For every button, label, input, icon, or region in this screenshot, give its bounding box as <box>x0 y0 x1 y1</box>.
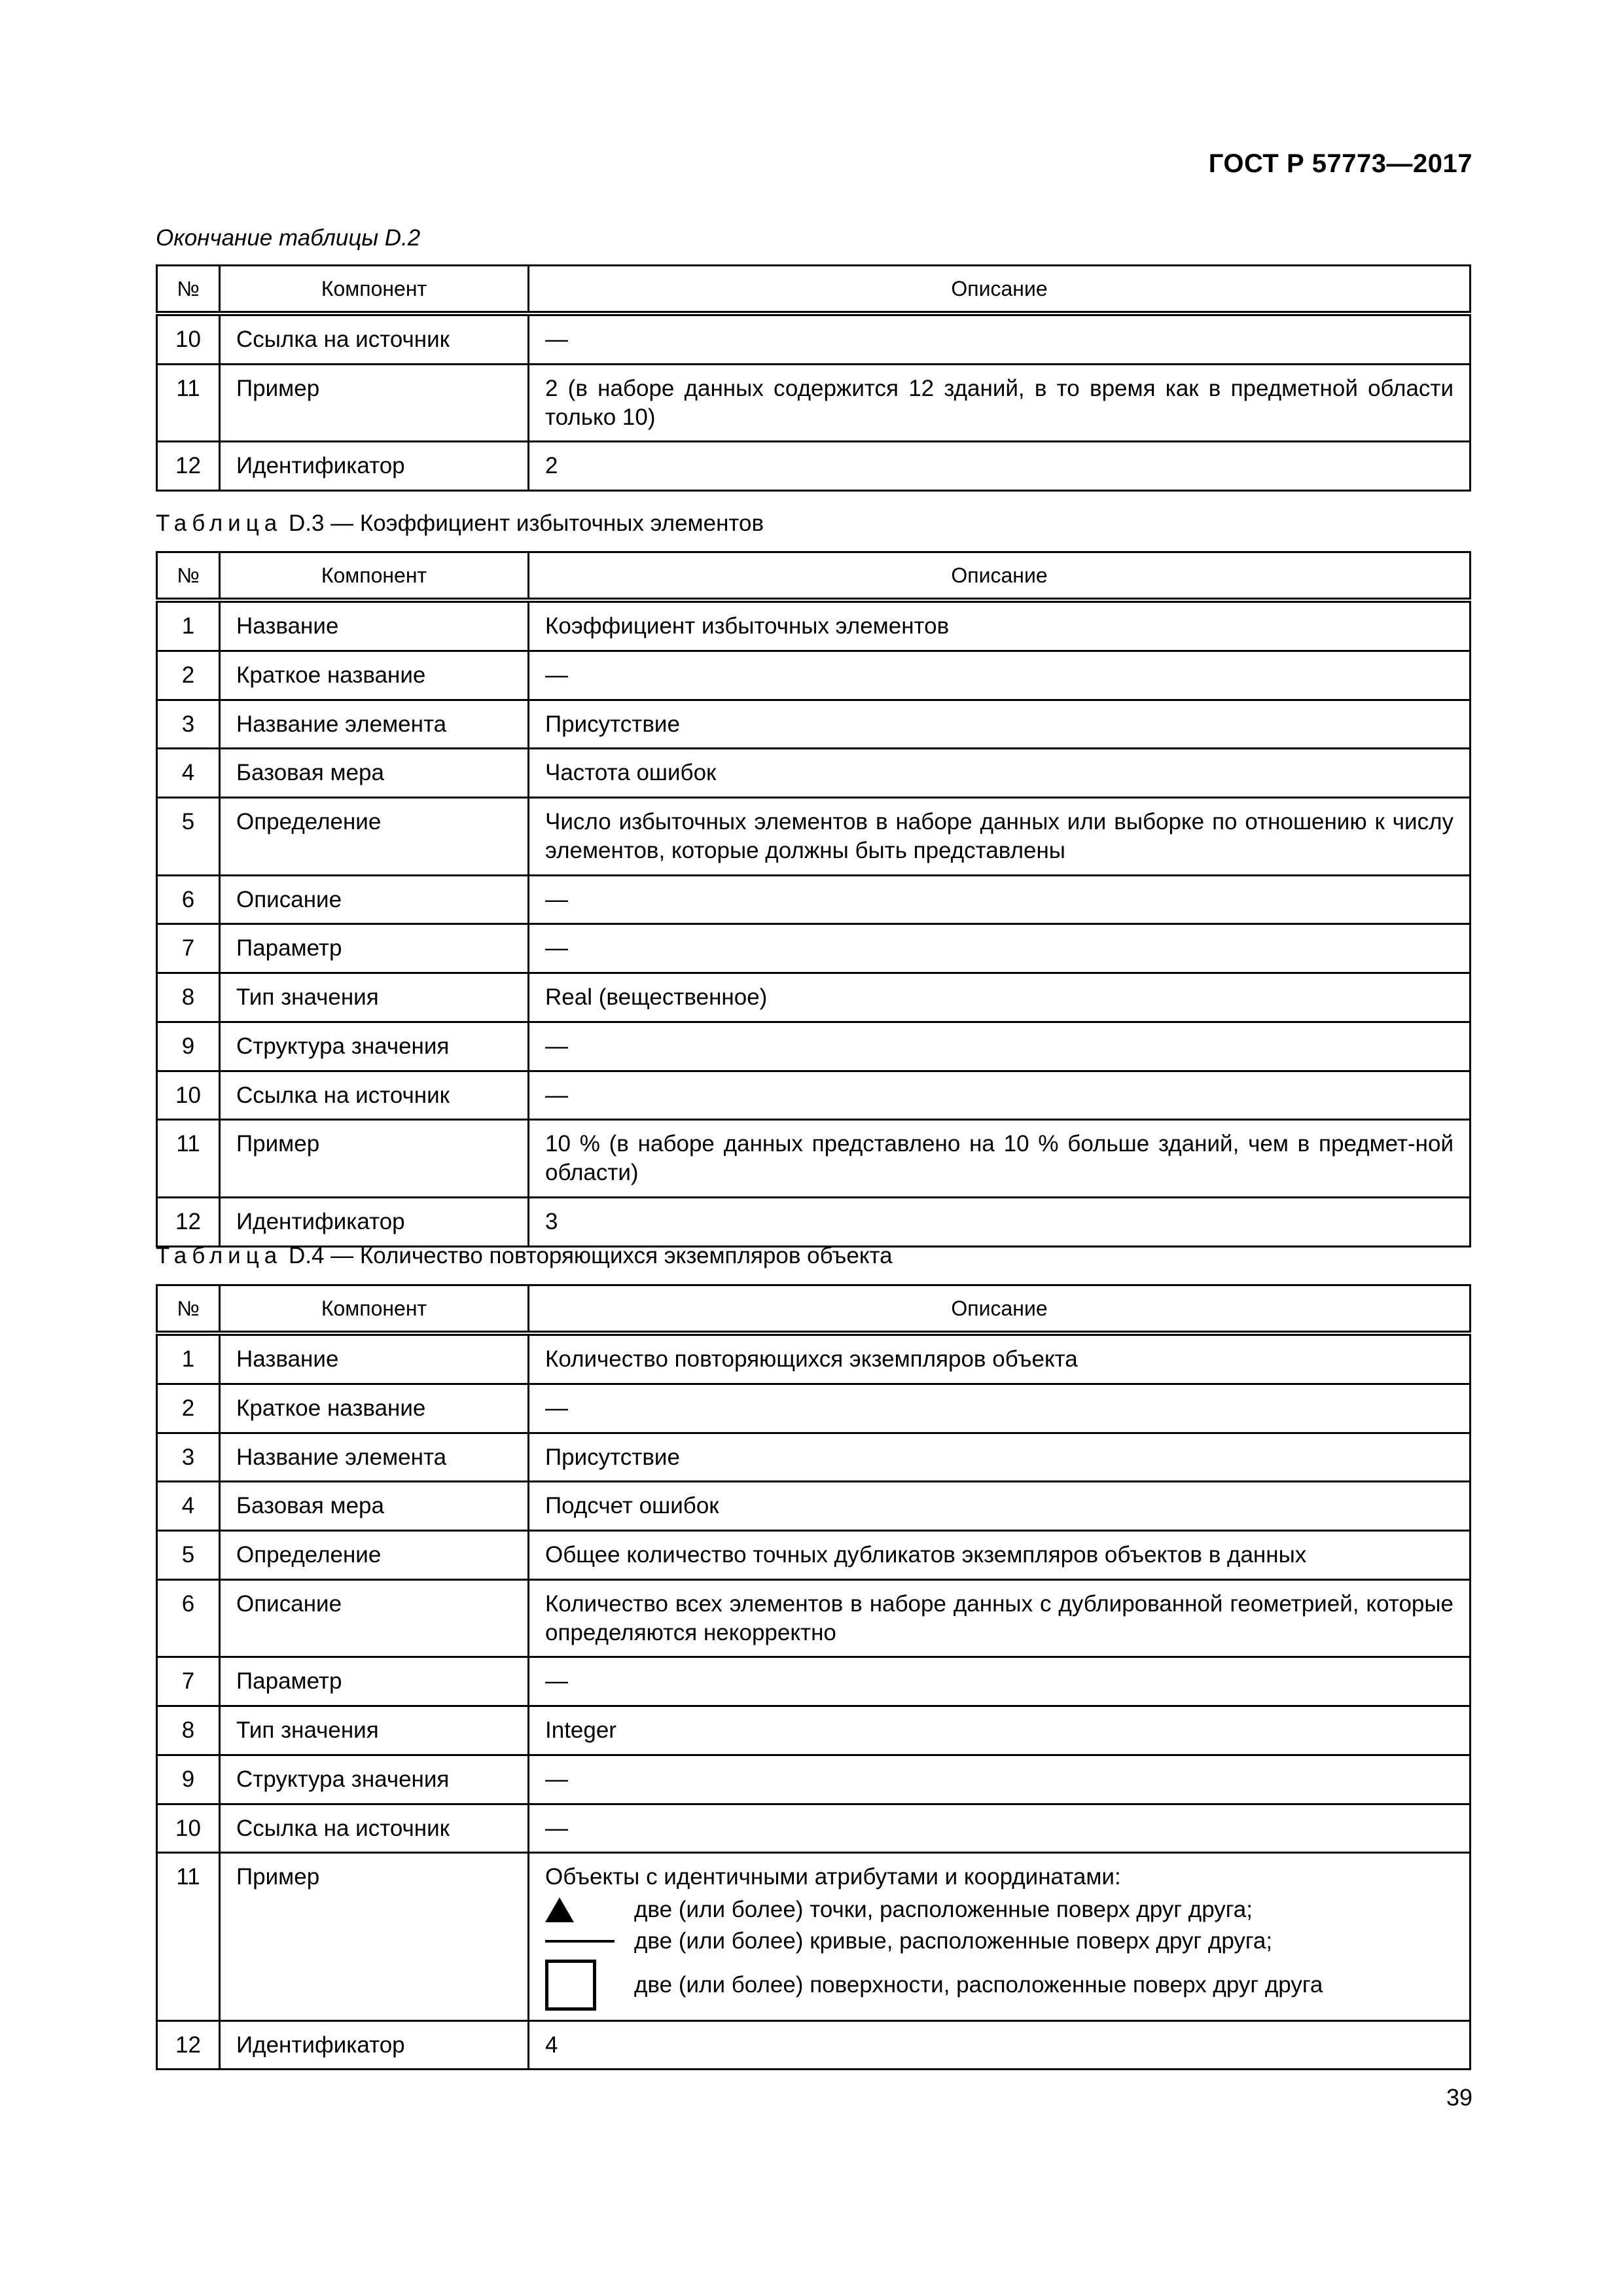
example-item-text: две (или более) кривые, расположенные поверх друг друга; <box>634 1928 1273 1954</box>
row-description: Коэффициент избыточных элементов <box>529 600 1471 651</box>
row-description: Присутствие <box>529 700 1471 749</box>
table-body-tail <box>157 1853 1471 2070</box>
row-description-example <box>529 1853 1471 2020</box>
table-row <box>157 651 1471 700</box>
row-description: 2 <box>529 442 1471 491</box>
table-row <box>157 1531 1471 1580</box>
caption-text: D.3 — Коэффициент избыточных элементов <box>288 511 764 536</box>
table-row <box>157 1579 1471 1657</box>
caption-prefix: Таблица <box>156 511 283 536</box>
row-description: — <box>529 1657 1471 1706</box>
table-d4-caption <box>156 1243 893 1269</box>
table-row <box>157 1853 1471 2020</box>
table-row <box>157 1755 1471 1804</box>
row-number: 7 <box>157 1657 220 1706</box>
row-number: 3 <box>157 700 220 749</box>
row-component: Название элемента <box>220 1433 529 1482</box>
table-header-row <box>157 266 1471 314</box>
column-header-num: № <box>157 1285 220 1334</box>
row-description: 2 (в наборе данных содержится 12 зданий, в то время как в предметной области только 10) <box>529 364 1471 442</box>
table-row <box>157 1804 1471 1853</box>
example-item-text: две (или более) точки, расположенные поверх друг друга; <box>634 1897 1253 1922</box>
table-row <box>157 1071 1471 1120</box>
row-component: Пример <box>220 1853 529 2020</box>
row-description: — <box>529 1804 1471 1853</box>
table-row <box>157 364 1471 442</box>
row-component: Название <box>220 1333 529 1384</box>
row-description: — <box>529 924 1471 973</box>
table-row <box>157 1657 1471 1706</box>
square-icon <box>545 1960 634 2011</box>
row-number: 2 <box>157 651 220 700</box>
caption-prefix: Таблица <box>156 1243 283 1268</box>
row-description: — <box>529 1071 1471 1120</box>
row-number: 1 <box>157 600 220 651</box>
row-description: 3 <box>529 1197 1471 1246</box>
row-description: 10 % (в наборе данных представлено на 10 % больше зданий, чем в предмет-ной области) <box>529 1120 1471 1198</box>
table-d3 <box>156 551 1471 1247</box>
row-number: 8 <box>157 1706 220 1755</box>
row-number: 4 <box>157 749 220 798</box>
row-component: Ссылка на источник <box>220 1071 529 1120</box>
row-description: Integer <box>529 1706 1471 1755</box>
column-header-component: Компонент <box>220 266 529 314</box>
row-component: Краткое название <box>220 651 529 700</box>
table-row <box>157 2020 1471 2070</box>
row-description: Количество всех элементов в наборе данных с дублированной геометрией, которые определяются некорректно <box>529 1579 1471 1657</box>
row-description: Количество повторяющихся экземпляров объекта <box>529 1333 1471 1384</box>
page-number: 39 <box>1446 2084 1472 2111</box>
row-description: — <box>529 651 1471 700</box>
table-d3-caption <box>156 511 764 537</box>
row-description: Подсчет ошибок <box>529 1482 1471 1531</box>
row-component: Пример <box>220 1120 529 1198</box>
table-row <box>157 875 1471 924</box>
column-header-description: Описание <box>529 266 1471 314</box>
triangle-icon <box>545 1897 634 1922</box>
row-description: Присутствие <box>529 1433 1471 1482</box>
table-row <box>157 442 1471 491</box>
line-icon <box>545 1940 634 1943</box>
example-item-point <box>545 1895 1454 1924</box>
row-number: 11 <box>157 1120 220 1198</box>
row-number: 3 <box>157 1433 220 1482</box>
table-row <box>157 1706 1471 1755</box>
row-component: Параметр <box>220 1657 529 1706</box>
row-component: Название элемента <box>220 700 529 749</box>
row-number: 10 <box>157 1071 220 1120</box>
table-row <box>157 1384 1471 1433</box>
table-row <box>157 1433 1471 1482</box>
row-component: Базовая мера <box>220 749 529 798</box>
row-component: Краткое название <box>220 1384 529 1433</box>
row-number: 5 <box>157 1531 220 1580</box>
row-number: 9 <box>157 1022 220 1071</box>
row-number: 1 <box>157 1333 220 1384</box>
row-number: 12 <box>157 1197 220 1246</box>
row-component: Определение <box>220 798 529 876</box>
row-component: Структура значения <box>220 1755 529 1804</box>
table-row <box>157 314 1471 364</box>
row-component: Идентификатор <box>220 1197 529 1246</box>
table-row <box>157 700 1471 749</box>
table-body <box>157 314 1471 491</box>
example-intro: Объекты с идентичными атрибутами и координатами: <box>545 1864 1121 1890</box>
row-number: 11 <box>157 1853 220 2020</box>
row-number: 5 <box>157 798 220 876</box>
column-header-description: Описание <box>529 552 1471 601</box>
row-description: Общее количество точных дубликатов экземпляров объектов в данных <box>529 1531 1471 1580</box>
row-description: — <box>529 1022 1471 1071</box>
row-number: 6 <box>157 875 220 924</box>
document-code: ГОСТ Р 57773—2017 <box>1208 149 1472 178</box>
row-component: Параметр <box>220 924 529 973</box>
row-number: 4 <box>157 1482 220 1531</box>
table-row <box>157 749 1471 798</box>
row-component: Ссылка на источник <box>220 1804 529 1853</box>
table-row <box>157 924 1471 973</box>
row-description: — <box>529 1384 1471 1433</box>
row-component: Тип значения <box>220 1706 529 1755</box>
row-description: 4 <box>529 2020 1471 2070</box>
table-header-row <box>157 1285 1471 1334</box>
example-item-text: две (или более) поверхности, расположенные поверх друг друга <box>634 1971 1323 1998</box>
row-number: 7 <box>157 924 220 973</box>
row-component: Описание <box>220 1579 529 1657</box>
example-item-surface <box>545 1960 1454 2011</box>
table-header-row <box>157 552 1471 601</box>
table-row <box>157 1197 1471 1246</box>
table-row <box>157 973 1471 1022</box>
row-number: 12 <box>157 442 220 491</box>
column-header-num: № <box>157 552 220 601</box>
table-row <box>157 1022 1471 1071</box>
table-body <box>157 1333 1471 1853</box>
row-component: Определение <box>220 1531 529 1580</box>
row-component: Ссылка на источник <box>220 314 529 364</box>
column-header-component: Компонент <box>220 552 529 601</box>
row-number: 12 <box>157 2020 220 2070</box>
column-header-component: Компонент <box>220 1285 529 1334</box>
table-d2-caption: Окончание таблицы D.2 <box>156 225 421 251</box>
row-number: 8 <box>157 973 220 1022</box>
row-number: 10 <box>157 1804 220 1853</box>
table-row <box>157 1482 1471 1531</box>
row-number: 9 <box>157 1755 220 1804</box>
row-component: Базовая мера <box>220 1482 529 1531</box>
row-component: Идентификатор <box>220 2020 529 2070</box>
caption-text: D.4 — Количество повторяющихся экземпляров объекта <box>288 1243 893 1268</box>
row-description: Частота ошибок <box>529 749 1471 798</box>
row-number: 10 <box>157 314 220 364</box>
row-description: — <box>529 314 1471 364</box>
table-d4 <box>156 1284 1471 2070</box>
column-header-description: Описание <box>529 1285 1471 1334</box>
table-row <box>157 1333 1471 1384</box>
table-row <box>157 798 1471 876</box>
column-header-num: № <box>157 266 220 314</box>
row-component: Название <box>220 600 529 651</box>
row-number: 11 <box>157 364 220 442</box>
row-number: 2 <box>157 1384 220 1433</box>
example-item-curve <box>545 1927 1454 1956</box>
table-row <box>157 1120 1471 1198</box>
row-component: Идентификатор <box>220 442 529 491</box>
row-component: Тип значения <box>220 973 529 1022</box>
row-number: 6 <box>157 1579 220 1657</box>
row-description: Real (вещественное) <box>529 973 1471 1022</box>
table-d2 <box>156 264 1471 492</box>
table-body <box>157 600 1471 1246</box>
row-description: — <box>529 875 1471 924</box>
row-description: Число избыточных элементов в наборе данных или выборке по отношению к числу элементов, которые должны быть представлены <box>529 798 1471 876</box>
row-component: Пример <box>220 364 529 442</box>
table-row <box>157 600 1471 651</box>
row-component: Структура значения <box>220 1022 529 1071</box>
row-component: Описание <box>220 875 529 924</box>
row-description: — <box>529 1755 1471 1804</box>
